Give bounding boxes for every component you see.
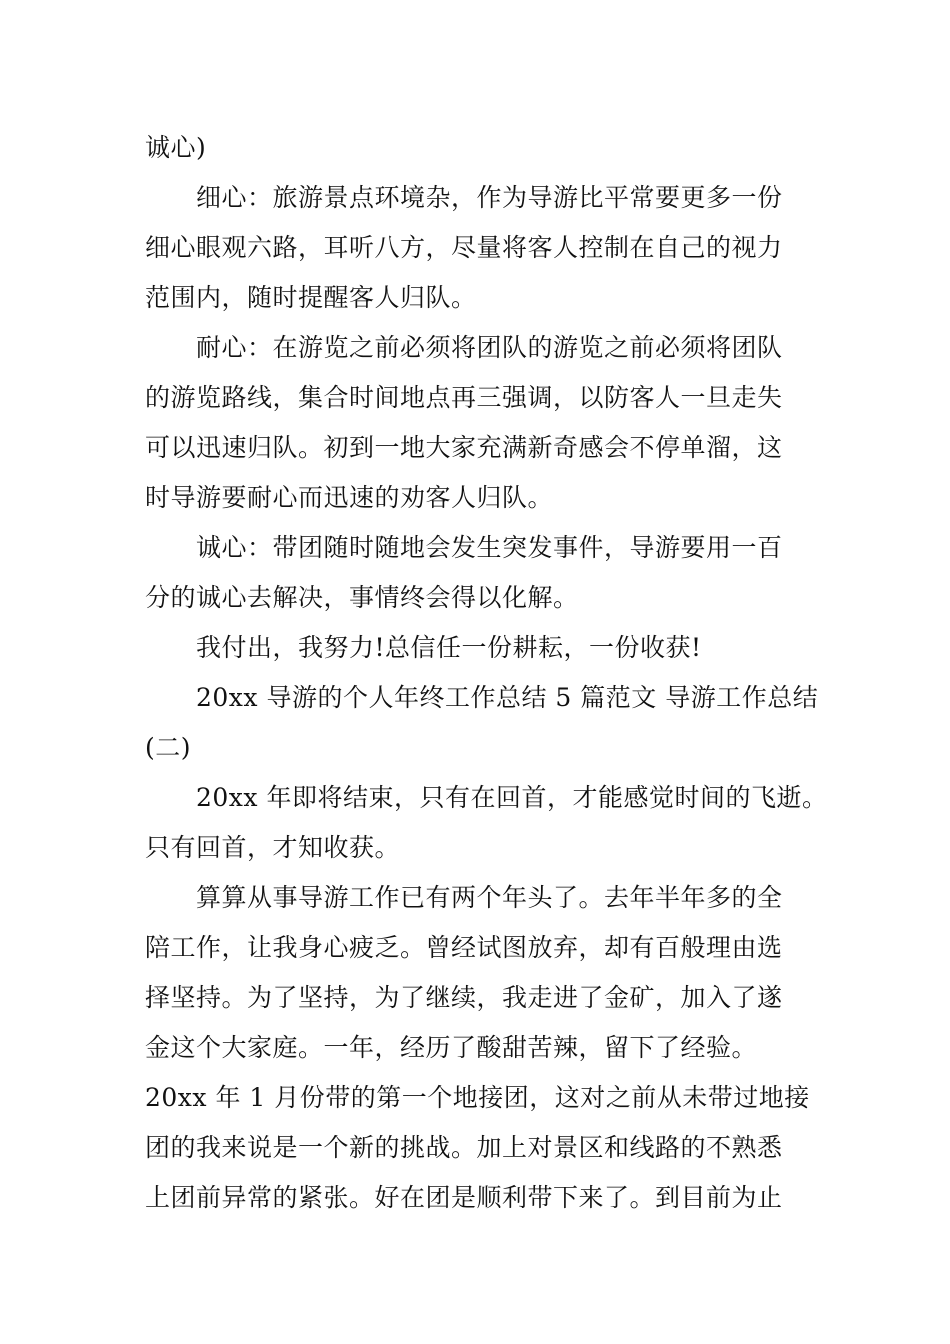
text-line: 陪工作，让我身心疲乏。曾经试图放弃，却有百般理由选: [145, 933, 783, 962]
text-line: 上团前异常的紧张。好在团是顺利带下来了。到目前为止: [145, 1183, 783, 1212]
text-line: 20xx 年 1 月份带的第一个地接团，这对之前从未带过地接: [145, 1083, 810, 1112]
text-line: 诚心): [145, 133, 207, 162]
text-line: 时导游要耐心而迅速的劝客人归队。: [145, 483, 554, 512]
paragraph-intro-start: 20xx 年即将结束，只有在回首，才能感觉时间的飞逝。: [196, 783, 828, 812]
paragraph-xixin-start: 细心：旅游景点环境杂，作为导游比平常要更多一份: [196, 183, 783, 212]
section-heading: 20xx 导游的个人年终工作总结 5 篇范文 导游工作总结: [196, 683, 819, 712]
paragraph-experience-start: 算算从事导游工作已有两个年头了。去年半年多的全: [196, 883, 783, 912]
text-line: 择坚持。为了坚持，为了继续，我走进了金矿，加入了遂: [145, 983, 783, 1012]
text-line: 可以迅速归队。初到一地大家充满新奇感会不停单溜，这: [145, 433, 783, 462]
text-line: 的游览路线，集合时间地点再三强调，以防客人一旦走失: [145, 383, 783, 412]
text-line: 范围内，随时提醒客人归队。: [145, 283, 477, 312]
paragraph-naixin-start: 耐心：在游览之前必须将团队的游览之前必须将团队: [196, 333, 783, 362]
paragraph-motto: 我付出，我努力!总信任一份耕耘，一份收获!: [196, 633, 702, 662]
section-heading-continued: (二): [145, 733, 192, 762]
text-line: 细心眼观六路，耳听八方，尽量将客人控制在自己的视力: [145, 233, 783, 262]
text-line: 分的诚心去解决，事情终会得以化解。: [145, 583, 579, 612]
text-line: 只有回首，才知收获。: [145, 833, 401, 862]
paragraph-chengxin-start: 诚心：带团随时随地会发生突发事件，导游要用一百: [196, 533, 783, 562]
text-line: 团的我来说是一个新的挑战。加上对景区和线路的不熟悉: [145, 1133, 783, 1162]
text-line: 金这个大家庭。一年，经历了酸甜苦辣，留下了经验。: [145, 1033, 758, 1062]
